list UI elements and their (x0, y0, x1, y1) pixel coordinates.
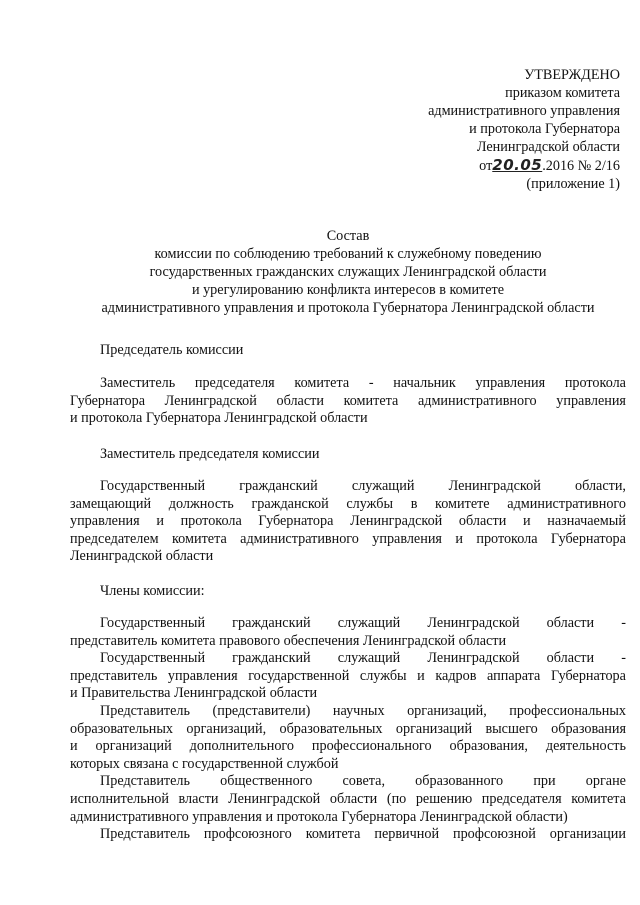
word: председателя (194, 375, 275, 391)
word: Губернатора (550, 530, 626, 547)
word: общественного (220, 773, 313, 790)
word: управления (372, 530, 442, 547)
approval-date-line (428, 156, 620, 175)
word: начальник (393, 375, 456, 391)
word: области, (574, 478, 626, 494)
chair-line-1 (70, 375, 626, 393)
word: протокола (180, 513, 242, 530)
word: организаций (395, 720, 473, 737)
word: исполнительной (70, 790, 169, 807)
word: административного (240, 530, 359, 547)
word: области (276, 392, 324, 409)
approval-block (428, 66, 620, 193)
word: гражданской (251, 495, 329, 512)
word: гражданский (239, 478, 318, 494)
approval-protocol-line: и протокола Губернатора (469, 121, 620, 137)
deputy-line-5: Ленинградской области (70, 548, 214, 565)
word: комитета (343, 392, 399, 409)
word: служащий (337, 650, 401, 667)
member-1-line-1 (70, 615, 626, 633)
member-2-line-2 (70, 668, 626, 686)
word: и (156, 513, 164, 530)
word: профсоюзного (203, 826, 292, 843)
word: Государственный (100, 478, 206, 494)
word: области (329, 790, 378, 807)
member-4-line-2 (70, 791, 626, 809)
member-3-line-4: которых связана с государственной службой (70, 755, 339, 772)
chair-paragraph (70, 375, 626, 428)
word: органе (585, 773, 626, 790)
word: управления (475, 375, 546, 391)
title-line-2: комиссии по соблюдению требований к служебному поведению (154, 246, 542, 262)
word: председателем (70, 530, 159, 547)
word: Губернатора (550, 667, 626, 684)
word: должность (168, 495, 234, 512)
word: комитета (571, 790, 626, 807)
word: комитета (172, 530, 227, 547)
word: государственной (248, 667, 350, 684)
member-5-line-1 (70, 826, 626, 844)
word: при (533, 773, 556, 790)
word: (по (386, 790, 407, 807)
word: дополнительного (189, 738, 294, 755)
word: - (621, 615, 626, 631)
word: власти (178, 790, 219, 807)
word: организаций (95, 738, 172, 755)
word: области (458, 513, 507, 530)
word: Государственный (100, 650, 206, 667)
deputy-line-3 (70, 513, 626, 531)
word: гражданский (232, 650, 311, 667)
document-title (70, 227, 626, 317)
member-3-line-2 (70, 721, 626, 739)
word: Ленинградской (448, 478, 541, 494)
word: и (455, 530, 463, 547)
word: председателя (481, 790, 562, 807)
word: управления (556, 392, 626, 409)
date-suffix: .2016 № 2/16 (542, 158, 620, 174)
word: образованного (415, 773, 504, 790)
word: образования, (449, 738, 528, 755)
word: Губернатора (258, 513, 334, 530)
word: замещающий (70, 495, 152, 512)
handwritten-date: 20.05 (492, 156, 543, 174)
title-line-1: Состав (326, 228, 370, 244)
word: организаций, (407, 702, 487, 719)
approval-heading: УТВЕРЖДЕНО (524, 67, 620, 83)
approval-committee-line: административного управления (428, 103, 620, 119)
word: Ленинградской (350, 513, 443, 530)
word: представитель (70, 667, 158, 684)
word: служащий (351, 478, 415, 494)
word: административного (417, 392, 537, 409)
word: профессиональных (509, 702, 626, 719)
word: служащий (337, 615, 401, 631)
word: в (410, 495, 418, 512)
word: Ленинградской (228, 790, 321, 807)
word: комитета (305, 826, 361, 843)
member-4-line-1 (70, 773, 626, 791)
word: протокола (564, 375, 626, 391)
member-2-line-3: и Правительства Ленинградской области (70, 685, 318, 702)
word: образовательных (279, 720, 383, 737)
word: Государственный (100, 615, 206, 631)
deputy-line-2 (70, 496, 626, 514)
title-line-5: административного управления и протокола Губернатора Ленинградской области (101, 300, 595, 316)
word: Представитель (100, 826, 190, 843)
word: административного (507, 495, 626, 512)
word: Представитель (100, 702, 190, 719)
approval-region-line: Ленинградской области (476, 139, 620, 155)
deputy-line-4 (70, 531, 626, 549)
member-4-line-3: административного управления и протокола Губернатора Ленинградской области) (70, 808, 568, 825)
word: - (621, 650, 626, 667)
approval-order-line: приказом комитета (505, 85, 620, 101)
word: комитете (435, 495, 490, 512)
members-label: Члены комиссии: (100, 583, 205, 599)
word: первичной (374, 826, 440, 843)
word: Ленинградской (164, 392, 257, 409)
word: службы (346, 495, 394, 512)
word: Губернатора (70, 392, 146, 409)
word: Представитель (100, 773, 190, 790)
approval-appendix-line: (приложение 1) (526, 176, 620, 192)
word: области (546, 615, 595, 631)
deputy-paragraph (70, 478, 626, 566)
word: высшего (485, 720, 538, 737)
word: области (546, 650, 595, 667)
word: - (368, 375, 374, 391)
word: протокола (476, 530, 538, 547)
word: научных (332, 702, 385, 719)
deputy-label: Заместитель председателя комиссии (100, 446, 320, 462)
word: кадров (435, 667, 477, 684)
word: совета, (342, 773, 385, 790)
word: службы (359, 667, 407, 684)
member-3-line-1 (70, 703, 626, 721)
word: профессионального (311, 738, 432, 755)
word: деятельность (545, 738, 626, 755)
word: управления (70, 513, 140, 530)
word: и (417, 667, 425, 684)
word: Ленинградской (427, 650, 520, 667)
date-prefix: от (479, 158, 493, 174)
word: образовательных (70, 720, 174, 737)
member-1-line-2: представитель комитета правового обеспечения Ленинградской области (70, 632, 507, 649)
word: организаций, (186, 720, 267, 737)
word: управления (167, 667, 238, 684)
word: гражданский (232, 615, 311, 631)
word: аппарата (487, 667, 541, 684)
deputy-line-1 (70, 478, 626, 496)
title-line-3: государственных гражданских служащих Ленинградской области (149, 264, 547, 280)
word: Ленинградской (427, 615, 520, 631)
title-line-4: и урегулированию конфликта интересов в комитете (191, 282, 505, 298)
word: профсоюзной (453, 826, 536, 843)
word: и (523, 513, 531, 530)
members-list (70, 615, 626, 844)
word: Заместитель (100, 375, 176, 391)
word: решению (415, 790, 473, 807)
word: комитета (294, 375, 350, 391)
word: организации (549, 826, 626, 843)
chair-label: Председатель комиссии (100, 342, 244, 358)
word: назначаемый (547, 513, 626, 530)
word: и (70, 738, 78, 755)
word: образования (551, 720, 626, 737)
member-2-line-1 (70, 650, 626, 668)
member-3-line-3 (70, 738, 626, 756)
word: (представители) (212, 702, 311, 719)
chair-line-2 (70, 393, 626, 411)
chair-line-3: и протокола Губернатора Ленинградской области (70, 410, 368, 427)
